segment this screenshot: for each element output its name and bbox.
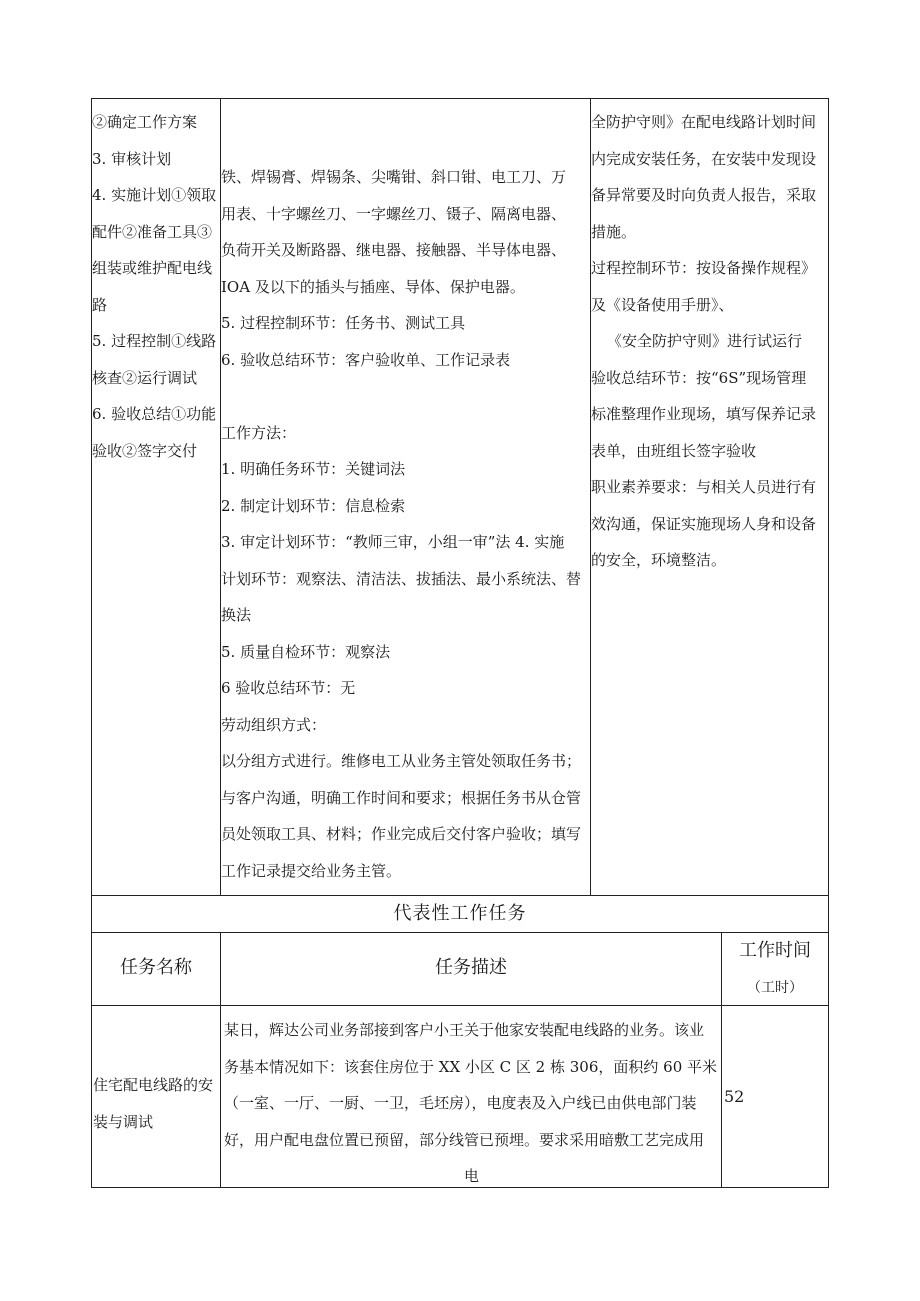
step-line: 验收②签字交付: [92, 441, 198, 460]
step-line: 6. 验收总结①功能: [92, 405, 217, 423]
method-line: 工作记录提交给业务主管。: [221, 861, 402, 880]
task-description: [224, 1012, 719, 1195]
task-desc-line: 好，用户配电盘位置已预留，部分线管已预埋。要求采用暗敷工艺完成用: [224, 1130, 705, 1149]
method-line: 换法: [221, 606, 252, 624]
requirement-line: 备异常要及时向负责人报告，采取: [591, 186, 817, 204]
method-line: 以分组方式进行。维修电工从业务主管处领取任务书；: [221, 752, 582, 770]
requirement-line: 验收总结环节：按“6S”现场管理: [591, 368, 807, 387]
header-task-desc: 任务描述: [435, 957, 507, 978]
table-border-top: [91, 98, 829, 99]
method-line: 劳动组织方式：: [221, 715, 327, 734]
step-line: 5. 过程控制①线路: [92, 332, 217, 350]
section-title: 代表性工作任务: [393, 903, 527, 924]
step-line: ②确定工作方案: [92, 113, 198, 131]
step-line: 配件②准备工具③: [92, 222, 213, 241]
step-line: 组装或维护配电线: [92, 259, 213, 277]
method-line: 铁、焊锡膏、焊锡条、尖嘴钳、斜口钳、电工刀、万: [221, 168, 567, 186]
lower-divider-2: [721, 932, 722, 1188]
method-line: 计划环节：观察法、清洁法、拔插法、最小系统法、替: [221, 569, 582, 588]
task-desc-line: 电: [463, 1167, 479, 1185]
task-hours: 52: [724, 1087, 745, 1106]
upper-col2-tools-methods: [221, 159, 589, 889]
header-work-time-unit: （工时）: [747, 980, 803, 996]
method-line: 5. 质量自检环节：观察法: [221, 642, 391, 661]
task-desc-line: 务基本情况如下：该套住房位于 XX 小区 C 区 2 栋 306，面积约 60 平米: [224, 1057, 718, 1076]
task-name: [93, 1067, 219, 1140]
requirement-line: 职业素养要求：与相关人员进行有: [591, 478, 817, 496]
method-line: 工作方法：: [221, 423, 297, 442]
table-border-right: [828, 98, 829, 1188]
requirement-line: 全防护守则》在配电线路计划时间: [591, 113, 817, 131]
requirement-line: 效沟通，保证实施现场人身和设备: [591, 514, 817, 533]
task-name-line: 住宅配电线路的安: [93, 1076, 214, 1094]
step-line: 3. 审核计划: [92, 149, 172, 168]
method-line: 2. 制定计划环节：信息检索: [221, 496, 406, 515]
task-desc-line: 某日，辉达公司业务部接到客户小王关于他家安装配电线路的业务。该业: [224, 1021, 705, 1039]
task-desc-line: （一室、一厅、一厨、一卫，毛坯房），电度表及入户线已由供电部门装: [224, 1094, 697, 1112]
row-divider-section: [91, 932, 829, 933]
method-line: 员处领取工具、材料；作业完成后交付客户验收；填写: [221, 825, 582, 843]
method-line: 6 验收总结环节：无: [221, 679, 356, 697]
upper-col3-requirements: [591, 104, 827, 579]
header-task-name: 任务名称: [120, 957, 192, 978]
method-line: [221, 378, 589, 415]
step-line: 路: [92, 295, 108, 314]
header-work-time: 工作时间: [739, 940, 811, 961]
upper-col1-steps: [92, 104, 219, 469]
method-line: 6. 验收总结环节：客户验收单、工作记录表: [221, 350, 511, 369]
method-line: 负荷开关及断路器、继电器、接触器、半导体电器、: [221, 241, 567, 259]
row-divider-header: [91, 1005, 829, 1006]
requirement-line: 措施。: [591, 222, 637, 241]
step-line: 核查②运行调试: [92, 368, 198, 387]
method-line: 5. 过程控制环节：任务书、测试工具: [221, 314, 466, 332]
requirement-line: 表单，由班组长签字验收: [591, 441, 757, 460]
method-line: 3. 审定计划环节：“教师三审，小组一审”法 4. 实施: [221, 533, 565, 551]
requirement-line: 内完成安装任务，在安装中发现设: [591, 149, 817, 168]
task-name-line: 装与调试: [93, 1112, 154, 1131]
requirement-line: 及《设备使用手册》、: [591, 295, 734, 314]
method-line: IOA 及以下的插头与插座、导体、保护电器。: [221, 277, 525, 296]
requirement-line: 标准整理作业现场，填写保养记录: [591, 405, 817, 423]
method-line: 1. 明确任务环节：关键词法: [221, 460, 406, 478]
requirement-line: 《安全防护守则》进行试运行: [607, 332, 803, 350]
method-line: 与客户沟通，明确工作时间和要求；根据任务书从仓管: [221, 788, 582, 807]
requirement-line: 的安全，环境整洁。: [591, 551, 727, 569]
step-line: 4. 实施计划①领取: [92, 186, 217, 204]
requirement-line: 过程控制环节：按设备操作规程》: [591, 259, 817, 277]
method-line: 用表、十字螺丝刀、一字螺丝刀、镊子、隔离电器、: [221, 204, 567, 223]
